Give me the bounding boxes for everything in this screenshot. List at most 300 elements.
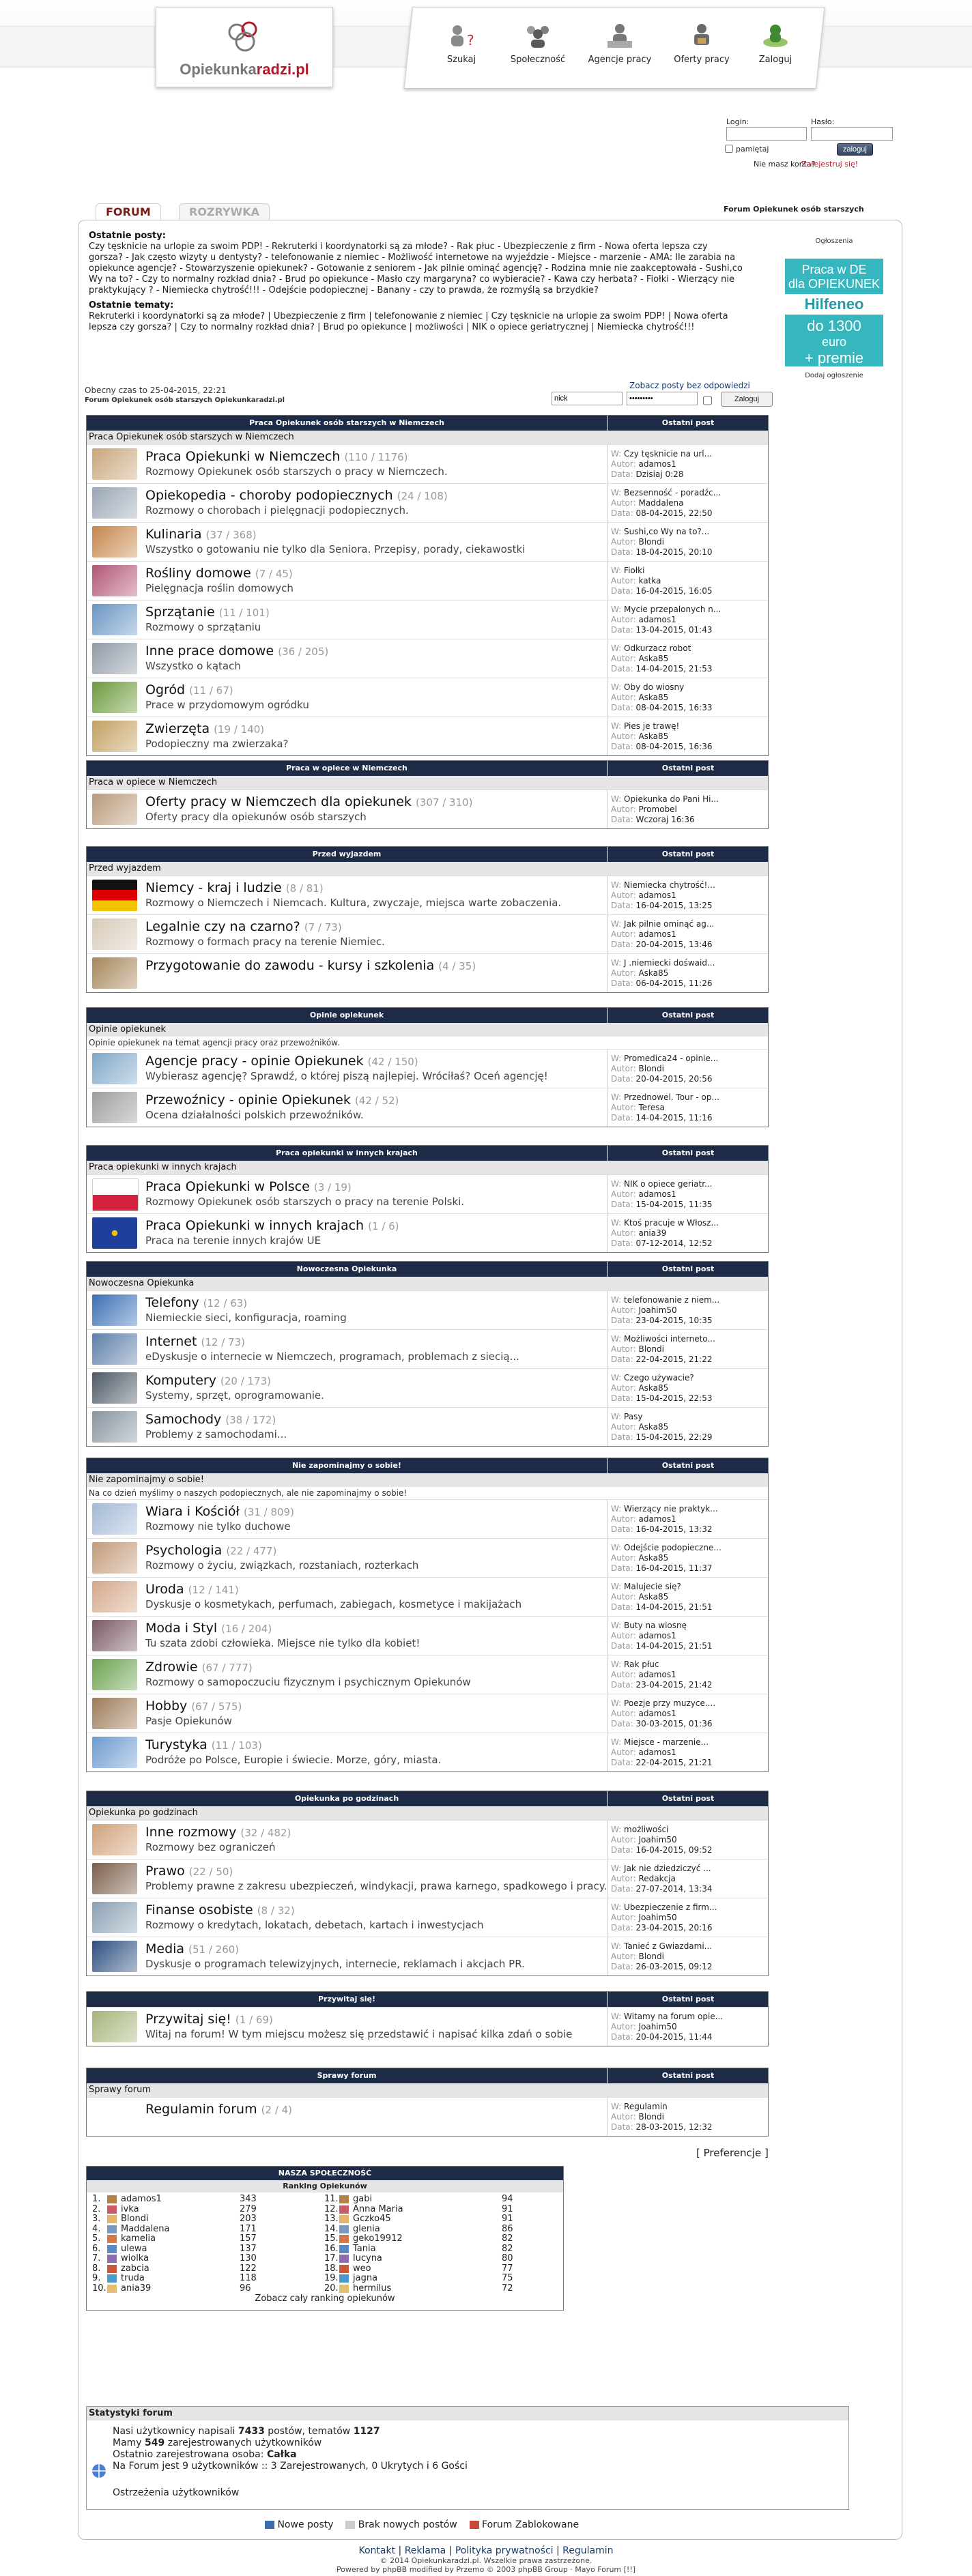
forum-title[interactable]: Samochody (38 / 172) — [145, 1412, 276, 1427]
last-post-author[interactable]: Autor: ania39 — [611, 1228, 667, 1238]
forum-title[interactable]: Rośliny domowe (7 / 45) — [145, 566, 293, 581]
forum-thumbnail-icon — [92, 1698, 137, 1729]
last-post-topic[interactable]: W: Buty na wiosnę — [611, 1621, 687, 1630]
agency-icon — [603, 22, 636, 49]
stats-globe-icon — [91, 2463, 107, 2479]
last-post — [607, 2098, 768, 2136]
forum-row[interactable] — [87, 953, 768, 992]
category-title[interactable]: Przed wyjazdem — [312, 850, 382, 858]
forum-row[interactable] — [87, 561, 768, 600]
category-subheader[interactable]: Nowoczesna Opiekunka — [87, 1277, 768, 1290]
nav-agencies[interactable]: Agencje pracy — [587, 22, 653, 65]
last-post-topic[interactable]: W: Mycie przepalonych n... — [611, 605, 721, 614]
last-post-date: Data: 16-04-2015, 09:52 — [611, 1845, 713, 1855]
last-post-date: Data: 23-04-2015, 21:42 — [611, 1680, 713, 1690]
last-post-topic[interactable]: W: Czy tęsknicie na url... — [611, 449, 713, 459]
forum-thumbnail-icon — [92, 1333, 137, 1365]
forum-description: Praca na terenie innych krajów UE — [145, 1234, 321, 1247]
last-post-date: Data: 14-04-2015, 21:53 — [611, 664, 713, 674]
category-subheader[interactable]: Opiekunka po godzinach — [87, 1806, 768, 1820]
quick-login-button[interactable]: Zaloguj — [721, 392, 773, 407]
category-title[interactable]: Praca w opiece w Niemczech — [286, 764, 408, 772]
forum-counts: (7 / 73) — [304, 921, 342, 934]
avatar — [339, 2225, 349, 2233]
category-subheader[interactable]: Nie zapominajmy o sobie! — [87, 1473, 768, 1487]
forum-title[interactable]: Psychologia (22 / 477) — [145, 1543, 277, 1558]
forum-title[interactable]: Przewoźnicy - opinie Opiekunek (42 / 52) — [145, 1092, 399, 1108]
category-title[interactable]: Praca opiekunki w innych krajach — [276, 1148, 418, 1157]
last-post-author[interactable]: Autor: Teresa — [611, 1103, 665, 1112]
ranking-user-name[interactable]: zabcia — [121, 2263, 149, 2274]
forum-row[interactable] — [87, 1368, 768, 1407]
last-post-author[interactable]: Autor: Joahim50 — [611, 1835, 677, 1844]
last-post — [607, 1937, 768, 1976]
site-logo[interactable] — [156, 7, 333, 87]
forum-thumbnail-icon — [92, 2011, 137, 2042]
last-post-author[interactable]: Autor: adamos1 — [611, 891, 676, 900]
forum-title[interactable]: Hobby (67 / 575) — [145, 1698, 242, 1713]
category-4 — [86, 1007, 769, 1127]
forum-title[interactable]: Moda i Styl (16 / 204) — [145, 1621, 272, 1636]
stats-text — [113, 2426, 468, 2499]
category-title[interactable]: Opiekunka po godzinach — [294, 1794, 399, 1803]
forum-thumbnail-icon — [92, 448, 137, 480]
last-post-topic[interactable]: W: Sushi,co Wy na to?... — [611, 527, 710, 536]
unanswered-posts-link[interactable]: Zobacz posty bez odpowiedzi — [629, 381, 750, 390]
forum-heading: Forum Opiekunek osób starszych — [724, 205, 864, 214]
quick-login-password[interactable] — [627, 392, 698, 405]
last-post-author[interactable]: Autor: Aska85 — [611, 1592, 669, 1602]
svg-text:?: ? — [467, 32, 474, 48]
forum-title[interactable]: Kulinaria (37 / 368) — [145, 527, 257, 542]
forum-row[interactable] — [87, 2007, 768, 2046]
last-post-author[interactable]: Autor: Joahim50 — [611, 1305, 677, 1315]
forum-row[interactable] — [87, 1499, 768, 1538]
last-post-author[interactable]: Autor: Redakcja — [611, 1874, 676, 1883]
community-icon — [521, 22, 554, 49]
last-post — [607, 915, 768, 953]
forum-description: Ocena działalności polskich przewoźników. — [145, 1109, 364, 1121]
last-post-author[interactable]: Autor: Joahim50 — [611, 1913, 677, 1922]
ranking-position: 13. — [324, 2214, 339, 2224]
last-post-author[interactable]: Autor: adamos1 — [611, 1670, 676, 1679]
preferences-link[interactable]: [ Preferencje ] — [696, 2147, 769, 2159]
ranking-user-points: 82 — [502, 2243, 513, 2254]
forum-counts: (36 / 205) — [278, 646, 329, 658]
last-post-topic[interactable]: W: Niemiecka chytrość!... — [611, 880, 715, 890]
last-post-author[interactable]: Autor: Blondi — [611, 537, 664, 547]
last-post-topic[interactable]: W: Fiołki — [611, 566, 645, 575]
forum-thumbnail-icon — [92, 604, 137, 635]
ranking-user-points: 91 — [502, 2214, 513, 2224]
ranking-user-name[interactable]: kamelia — [121, 2233, 156, 2244]
last-post-date: Data: 20-04-2015, 20:56 — [611, 1074, 713, 1084]
nav-search[interactable]: ? Szukaj — [429, 22, 494, 65]
last-post — [607, 1578, 768, 1616]
forum-title[interactable]: Media (51 / 260) — [145, 1941, 240, 1956]
legend-new: Nowe posty — [277, 2519, 334, 2530]
forum-title[interactable]: Przygotowanie do zawodu - kursy i szkolenia (4 / 35) — [145, 958, 476, 973]
last-post-author[interactable]: Autor: adamos1 — [611, 1709, 676, 1718]
user-warnings-link[interactable]: Ostrzeżenia użytkowników — [113, 2487, 240, 2498]
legend-locked: Forum Zablokowane — [482, 2519, 580, 2530]
forum-title[interactable]: Prawo (22 / 50) — [145, 1864, 233, 1879]
ranking-user-points: 203 — [240, 2214, 257, 2224]
last-post-topic[interactable]: W: Odejście podopieczne... — [611, 1543, 721, 1552]
forum-counts: (67 / 575) — [191, 1701, 242, 1713]
last-post-author[interactable]: Autor: Aska85 — [611, 1383, 669, 1393]
last-post-date: Data: 08-04-2015, 22:50 — [611, 508, 713, 518]
last-post-topic[interactable]: W: Jak pilnie ominąć ag... — [611, 919, 715, 929]
last-post-author[interactable]: Autor: Aska85 — [611, 693, 669, 702]
forum-counts: (32 / 482) — [240, 1827, 291, 1839]
password-input[interactable] — [811, 127, 893, 141]
last-post-author[interactable]: Autor: Aska85 — [611, 968, 669, 978]
forum-title[interactable]: Praca Opiekunki w Niemczech (110 / 1176) — [145, 449, 408, 464]
last-post-author[interactable]: Autor: Blondi — [611, 2112, 664, 2122]
ranking-user-name[interactable]: weo — [353, 2263, 371, 2274]
forum-counts: (51 / 260) — [188, 1943, 240, 1956]
nav-job-offers[interactable]: Oferty pracy — [669, 22, 734, 65]
forum-thumbnail-icon — [92, 1902, 137, 1933]
last-post-topic[interactable]: W: Opiekunka do Pani Hi... — [611, 794, 719, 804]
ranking-position: 20. — [324, 2283, 339, 2293]
avatar — [339, 2274, 349, 2283]
last-post-date: Data: 27-07-2014, 13:34 — [611, 1884, 713, 1894]
last-post-author[interactable]: Autor: Aska85 — [611, 1553, 669, 1563]
footer-link-ads[interactable]: Reklama — [404, 2545, 446, 2556]
last-post-author[interactable]: Autor: katka — [611, 576, 661, 585]
forum-row[interactable] — [87, 1329, 768, 1368]
last-post — [607, 2008, 768, 2046]
forum-row[interactable] — [87, 1213, 768, 1252]
forum-row[interactable] — [87, 875, 768, 914]
last-post-author[interactable]: Autor: Joahim50 — [611, 2022, 677, 2031]
ranking-position: 18. — [324, 2263, 339, 2274]
ranking-user-points: 130 — [240, 2253, 257, 2263]
forum-title[interactable]: Internet (12 / 73) — [145, 1334, 245, 1349]
ranking-user-points: 343 — [240, 2194, 257, 2204]
forum-title[interactable]: Regulamin forum (2 / 4) — [145, 2102, 293, 2117]
ranking-user-name[interactable]: Tania — [353, 2243, 376, 2254]
forum-title[interactable]: Zwierzęta (19 / 140) — [145, 721, 265, 736]
forum-row[interactable] — [87, 1655, 768, 1694]
footer-powered: Powered by phpBB modified by Przemo © 2003 phpBB Group · Mayo Forum [!!] — [336, 2565, 636, 2574]
last-post-topic[interactable]: W: Oby do wiosny — [611, 682, 685, 692]
forum-title[interactable]: Ogród (11 / 67) — [145, 682, 233, 697]
ranking-user-name[interactable]: Gczko45 — [353, 2214, 391, 2224]
forum-row[interactable] — [87, 1407, 768, 1446]
login-icon — [759, 22, 792, 49]
last-post-topic[interactable]: W: NIK o opiece geriatr... — [611, 1179, 713, 1189]
last-post — [607, 1330, 768, 1368]
forum-title[interactable]: Sprzątanie (11 / 101) — [145, 605, 270, 620]
ranking-position: 19. — [324, 2273, 339, 2283]
last-post-date: Data: 23-04-2015, 10:35 — [611, 1316, 713, 1325]
category-title[interactable]: Nowoczesna Opiekunka — [296, 1264, 397, 1273]
forum-title[interactable]: Uroda (12 / 141) — [145, 1582, 239, 1597]
last-post-date: Data: 28-03-2015, 12:32 — [611, 2122, 713, 2132]
last-post-author[interactable]: Autor: adamos1 — [611, 459, 676, 469]
nav-login[interactable]: Zaloguj — [743, 22, 808, 65]
forum-title[interactable]: Oferty pracy w Niemczech dla opiekunek (307 / 310) — [145, 794, 473, 809]
forum-row[interactable] — [87, 2097, 768, 2136]
footer-link-privacy[interactable]: Polityka prywatności — [455, 2545, 554, 2556]
category-subheader[interactable]: Przed wyjazdem — [87, 862, 768, 875]
last-post-header: Ostatni post — [607, 416, 769, 431]
last-post-author[interactable]: Autor: adamos1 — [611, 1748, 676, 1757]
last-post-topic[interactable]: W: Tanieć z Gwiazdami... — [611, 1941, 713, 1951]
forum-row[interactable] — [87, 1616, 768, 1655]
ads-panel — [785, 237, 883, 379]
last-post-topic[interactable]: W: Regulamin — [611, 2102, 668, 2111]
category-title[interactable]: Opinie opiekunek — [309, 1011, 384, 1019]
last-post-author[interactable]: Autor: Promobel — [611, 805, 677, 814]
forum-title[interactable]: Agencje pracy - opinie Opiekunek (42 / 150) — [145, 1054, 418, 1069]
ranking-position: 14. — [324, 2223, 339, 2234]
last-post — [607, 562, 768, 600]
forum-description: Rozmowy o kredytach, lokatach, debetach, kartach i inwestycjach — [145, 1919, 484, 1931]
ranking-user-name[interactable]: glenia — [353, 2223, 380, 2234]
category-title[interactable]: Praca Opiekunek osób starszych w Niemczech — [249, 418, 444, 427]
category-subheader[interactable]: Praca w opiece w Niemczech — [87, 776, 768, 790]
forum-row[interactable] — [87, 1733, 768, 1771]
forum-stats — [86, 2406, 849, 2510]
ranking-user-name[interactable]: jagna — [353, 2273, 378, 2283]
tab-forum[interactable]: FORUM — [96, 203, 161, 220]
ranking-user-name[interactable]: Anna Maria — [353, 2203, 403, 2214]
forum-counts: (8 / 32) — [257, 1905, 295, 1917]
last-post-author[interactable]: Autor: Aska85 — [611, 654, 669, 663]
tab-rozrywka[interactable]: ROZRYWKA — [179, 203, 270, 220]
last-post-topic[interactable]: W: Przednowel. Tour - op... — [611, 1092, 719, 1102]
forum-title[interactable]: Legalnie czy na czarno? (7 / 73) — [145, 919, 342, 934]
footer-copyright: © 2014 Opiekunkaradzi.pl. Wszelkie prawa zastrzeżone. — [380, 2556, 592, 2565]
nav-community[interactable]: Społeczność — [505, 22, 571, 65]
last-post-topic[interactable]: W: Witamy na forum opie... — [611, 2012, 724, 2021]
last-post-author[interactable]: Autor: Blondi — [611, 1344, 664, 1354]
forum-title[interactable]: Opiekopedia - choroby podopiecznych (24 / 108) — [145, 488, 448, 503]
forum-title[interactable]: Praca Opiekunki w Polsce (3 / 19) — [145, 1179, 352, 1194]
forum-title[interactable]: Wiara i Kościół (31 / 809) — [145, 1504, 294, 1519]
last-post-topic[interactable]: W: Malujecie się? — [611, 1582, 681, 1591]
footer-link-contact[interactable]: Kontakt — [358, 2545, 396, 2556]
forum-row[interactable] — [87, 1174, 768, 1213]
remember-checkbox[interactable] — [725, 145, 733, 153]
last-post-author[interactable]: Autor: Blondi — [611, 1952, 664, 1961]
footer-link-rules[interactable]: Regulamin — [562, 2545, 614, 2556]
forum-counts: (110 / 1176) — [344, 451, 408, 463]
forum-thumbnail-icon — [92, 957, 137, 989]
forum-row[interactable] — [87, 1049, 768, 1088]
forum-row[interactable] — [87, 914, 768, 953]
avatar — [107, 2195, 117, 2203]
forum-row[interactable] — [87, 483, 768, 522]
register-link[interactable]: Zarejestruj się! — [801, 160, 859, 169]
ranking-more-link[interactable]: Zobacz cały ranking opiekunów — [255, 2293, 395, 2304]
last-post-topic[interactable]: W: możliwości — [611, 1825, 669, 1834]
ranking-user-name[interactable]: ivka — [121, 2203, 139, 2214]
category-header — [87, 2068, 768, 2083]
forum-row[interactable] — [87, 678, 768, 717]
forum-description: Dyskusje o programach telewizyjnych, internecie, reklamach i akcjach PR. — [145, 1958, 525, 1970]
forum-title[interactable]: Komputery (20 / 173) — [145, 1373, 272, 1388]
category-title[interactable]: Przywitaj się! — [317, 1995, 376, 2003]
last-post-topic[interactable]: W: Wierzący nie praktyk... — [611, 1504, 718, 1514]
forum-row[interactable] — [87, 600, 768, 639]
quick-login-remember[interactable] — [703, 394, 712, 407]
quick-login-user[interactable] — [552, 392, 623, 405]
category-subheader[interactable]: Opinie opiekunek — [87, 1023, 768, 1037]
forum-row[interactable] — [87, 1937, 768, 1976]
ranking-user-points: 118 — [240, 2273, 257, 2283]
forum-thumbnail-icon — [92, 1217, 137, 1249]
ranking-user-name[interactable]: Maddalena — [121, 2223, 170, 2234]
ranking-user-name[interactable]: ania39 — [121, 2283, 152, 2293]
forum-thumbnail-icon — [92, 1863, 137, 1894]
last-post-topic[interactable]: W: Bezsenność - poradźc... — [611, 488, 721, 497]
last-post-author[interactable]: Autor: adamos1 — [611, 1631, 676, 1640]
last-post-date: Data: 15-04-2015, 22:29 — [611, 1432, 713, 1442]
avatar — [107, 2215, 117, 2223]
recent-topics-list[interactable]: Rekruterki i koordynatorki są za młode? | Ubezpieczenie z firm | telefonowanie z niemiec | Czy tęsknicie na urlopie za swoim PDP! | Nowa oferta lepsza czy gorsza? | Czy to normalny rozkład dnia? | Brud po opiekunce | możliwości | NIK o opiece geriatrycznej | Niemiecka chytrość!!! — [89, 311, 728, 332]
last-post-topic[interactable]: W: Ktoś pracuje w Włosz... — [611, 1218, 719, 1228]
forum-thumbnail-icon — [92, 1941, 137, 1972]
forum-description: Problemy z samochodami... — [145, 1428, 287, 1441]
ranking-user-name[interactable]: gabi — [353, 2194, 373, 2204]
forum-counts: (11 / 67) — [189, 684, 233, 697]
ranking-user-name[interactable]: hermilus — [353, 2283, 392, 2293]
forum-title[interactable]: Niemcy - kraj i ludzie (8 / 81) — [145, 880, 324, 895]
ranking-user-name[interactable]: ulewa — [121, 2243, 147, 2254]
forum-description: Wybierasz agencję? Sprawdź, o której piszą najlepiej. Wróciłaś? Oceń agencję! — [145, 1070, 548, 1082]
forum-row[interactable] — [87, 1577, 768, 1616]
ranking-user-name[interactable]: adamos1 — [121, 2194, 162, 2204]
forum-counts: (307 / 310) — [415, 796, 473, 809]
login-input[interactable] — [726, 127, 807, 141]
last-post — [607, 1539, 768, 1577]
last-post-topic[interactable]: W: Promedica24 - opinie... — [611, 1054, 719, 1063]
forum-row[interactable] — [87, 1290, 768, 1329]
forum-row[interactable] — [87, 1694, 768, 1733]
last-post-author[interactable]: Autor: Blondi — [611, 1064, 664, 1073]
forum-title[interactable]: Przywitaj się! (1 / 69) — [145, 2012, 273, 2027]
ranking-user-name[interactable]: lucyna — [353, 2253, 382, 2263]
ad-line3: do 1300 — [807, 317, 861, 334]
avatar — [107, 2265, 117, 2273]
last-post-topic[interactable]: W: Możliwości interneto... — [611, 1334, 715, 1344]
ranking-title: NASZA SPOŁECZNOŚĆ — [87, 2167, 563, 2180]
last-post-author[interactable]: Autor: adamos1 — [611, 615, 676, 624]
forum-row[interactable] — [87, 1538, 768, 1577]
category-9 — [86, 1991, 769, 2046]
category-subheader[interactable]: Praca opiekunki w innych krajach — [87, 1161, 768, 1174]
last-post-topic[interactable]: W: Rak płuc — [611, 1660, 659, 1669]
forum-description: eDyskusje o internecie w Niemczech, programach, problemach z siecią... — [145, 1350, 519, 1363]
ranking-position: 16. — [324, 2243, 339, 2254]
forum-title[interactable]: Inne prace domowe (36 / 205) — [145, 643, 329, 659]
forum-title[interactable]: Telefony (12 / 63) — [145, 1295, 248, 1310]
last-post-author[interactable]: Autor: Aska85 — [611, 732, 669, 741]
forum-description: Tu szata zdobi człowieka. Miejsce nie tylko dla kobiet! — [145, 1637, 420, 1649]
forum-thumbnail-icon — [92, 487, 137, 519]
forum-row[interactable] — [87, 1820, 768, 1859]
last-post-topic[interactable]: W: Poezje przy muzyce.... — [611, 1698, 716, 1708]
avatar — [339, 2245, 349, 2253]
ranking-user-name[interactable]: wiolka — [121, 2253, 149, 2263]
breadcrumb[interactable]: Forum Opiekunek osób starszych Opiekunkaradzi.pl — [85, 396, 285, 404]
forum-counts: (42 / 150) — [367, 1056, 418, 1068]
category-subheader[interactable]: Praca Opiekunek osób starszych w Niemczech — [87, 431, 768, 444]
forum-row[interactable] — [87, 790, 768, 828]
forum-row[interactable] — [87, 717, 768, 755]
last-post — [607, 1694, 768, 1733]
forum-title[interactable]: Praca Opiekunki w innych krajach (1 / 6) — [145, 1218, 399, 1233]
forum-row[interactable] — [87, 444, 768, 483]
category-title[interactable]: Sprawy forum — [317, 2071, 377, 2080]
forum-row[interactable] — [87, 1859, 768, 1898]
locked-forum-icon — [470, 2521, 479, 2529]
ranking-user-name[interactable]: geko19912 — [353, 2233, 403, 2244]
last-post-topic[interactable]: W: Pies je trawę! — [611, 721, 680, 731]
forum-row[interactable] — [87, 522, 768, 561]
forum-description: Rozmowy bez ograniczeń — [145, 1841, 276, 1853]
last-post-topic[interactable]: W: Ubezpieczenie z firm... — [611, 1902, 717, 1912]
last-post-author[interactable]: Autor: Aska85 — [611, 1422, 669, 1432]
ad-line2: dla OPIEKUNEK — [788, 277, 881, 291]
ranking-user-name[interactable]: Blondi — [121, 2214, 149, 2224]
last-post-date: Data: 14-04-2015, 21:51 — [611, 1641, 713, 1651]
last-post — [607, 1733, 768, 1771]
last-post — [607, 1175, 768, 1213]
forum-row[interactable] — [87, 1088, 768, 1127]
footer-links: Kontakt | Reklama | Polityka prywatności | Regulamin — [358, 2545, 614, 2556]
forum-thumbnail-icon — [92, 1411, 137, 1443]
last-post-topic[interactable]: W: Czego używacie? — [611, 1373, 694, 1383]
ranking-user-name[interactable]: truda — [121, 2273, 145, 2283]
legend-none: Brak nowych postów — [358, 2519, 457, 2530]
forum-title[interactable]: Inne rozmowy (32 / 482) — [145, 1825, 291, 1840]
last-post-author[interactable]: Autor: adamos1 — [611, 1189, 676, 1199]
last-post-topic[interactable]: W: Odkurzacz robot — [611, 643, 691, 653]
last-post-topic[interactable]: W: Jak nie dziedziczyć ... — [611, 1864, 711, 1873]
forum-description: Pasje Opiekunów — [145, 1715, 232, 1727]
forum-counts: (2 / 4) — [261, 2104, 293, 2116]
forum-thumbnail-icon — [92, 721, 137, 752]
login-submit-button[interactable]: zaloguj — [837, 143, 873, 156]
last-post — [607, 484, 768, 522]
ad-banner[interactable] — [785, 259, 883, 366]
last-post-topic[interactable]: W: telefonowanie z niem... — [611, 1295, 720, 1305]
last-post-author[interactable]: Autor: adamos1 — [611, 1514, 676, 1524]
forum-description: Rozmowy o formach pracy na terenie Niemiec. — [145, 936, 385, 948]
category-subheader[interactable]: Sprawy forum — [87, 2083, 768, 2097]
forum-title[interactable]: Zdrowie (67 / 777) — [145, 1660, 253, 1675]
last-post-topic[interactable]: W: Pasy — [611, 1412, 643, 1421]
forum-title[interactable]: Finanse osobiste (8 / 32) — [145, 1902, 295, 1917]
category-title[interactable]: Nie zapominajmy o sobie! — [292, 1461, 401, 1470]
forum-title[interactable]: Turystyka (11 / 103) — [145, 1737, 262, 1752]
forum-row[interactable] — [87, 639, 768, 678]
last-post-topic[interactable]: W: J .niemiecki dośwaid... — [611, 958, 715, 968]
last-post-author[interactable]: Autor: adamos1 — [611, 929, 676, 939]
last-post-author[interactable]: Autor: Maddalena — [611, 498, 684, 508]
add-ad-link[interactable]: Dodaj ogłoszenie — [805, 372, 863, 379]
last-post-topic[interactable]: W: Miejsce - marzenie... — [611, 1737, 709, 1747]
recent-posts-list[interactable]: Czy tęsknicie na urlopie za swoim PDP! - Rekruterki i koordynatorki są za młode? - Rak płuc - Ubezpieczenie z firm - Nowa oferta lepsza czy gorsza? - Jak często wizyty u dentysty? - telefonowanie z niemiec - Możliwość internetowe na wyjeździe - Miejsce - marzenie - AMA: Ile zarabia na opiekunce agencje? - Stowarzyszenie opiekunek? - Gotowanie z seniorem - Jak pilnie ominąć agencję? - Rodzina mnie nie zaakceptowała - Sushi,co Wy na to? - Czy to normalny rozkład dnia? - Brud po opiekunce - Masło czy margaryna? co wybieracie? - Kawa czy herbata? - Fiołki - Wierzący nie praktykujący ? - Niemiecka chytrość!!! - Odejście podopiecznej - Banany - czy to prawda, że rozmyślą sa brzydkie? — [89, 242, 743, 295]
forum-row[interactable] — [87, 1898, 768, 1937]
category-header — [87, 1146, 768, 1161]
